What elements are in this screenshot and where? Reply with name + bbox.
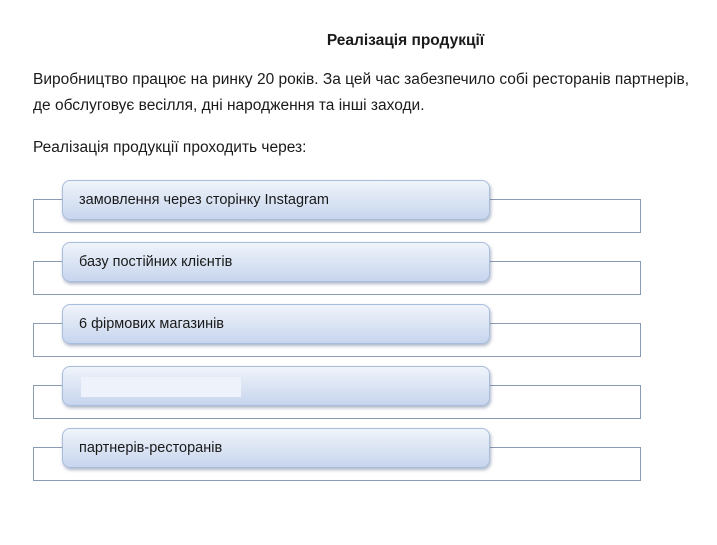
list-item <box>0 366 717 436</box>
item-pill <box>62 304 490 344</box>
list-item <box>0 242 717 312</box>
item-pill <box>62 180 490 220</box>
page-title: Реалізація продукції <box>326 32 485 49</box>
list-item <box>0 180 717 250</box>
item-pill <box>62 366 490 406</box>
item-label: базу постійних клієнтів <box>79 254 233 270</box>
list-item <box>0 428 717 498</box>
item-label: 6 фірмових магазинів <box>79 316 225 332</box>
item-pill <box>62 242 490 282</box>
item-pill <box>62 428 490 468</box>
channels-heading: Реалізація продукції проходить через: <box>33 139 307 156</box>
list-item <box>0 304 717 374</box>
item-label: замовлення через сторінку Instagram <box>79 192 329 208</box>
item-label: партнерів-ресторанів <box>79 440 223 456</box>
redacted-area <box>81 377 241 397</box>
intro-paragraph: Виробництво працює на ринку 20 років. За цей час забезпечило собі ресторанів партнерів, де обслуговує весілля, дні народження та інші заходи. <box>33 71 690 114</box>
